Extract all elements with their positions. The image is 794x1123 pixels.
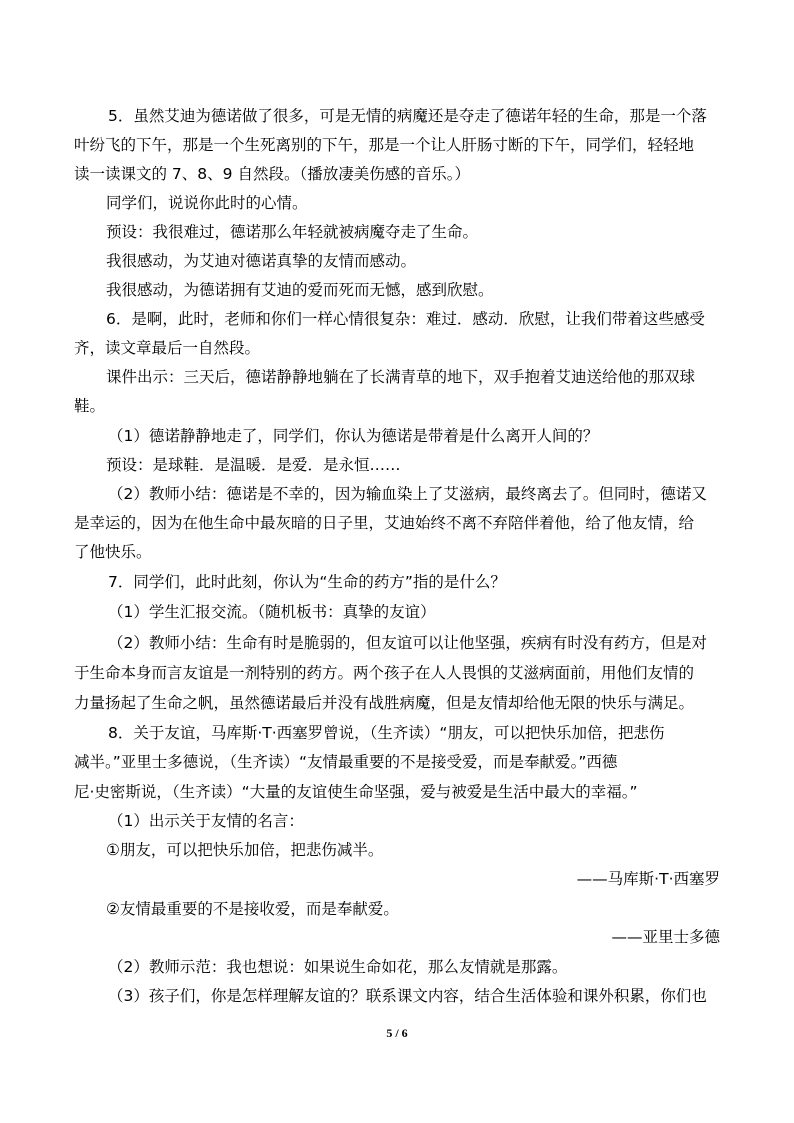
line-text: 鞋。: [74, 397, 106, 415]
paragraph-line: [0, 217, 794, 247]
line-text: ——马库斯·T·西塞罗: [576, 870, 720, 888]
paragraph-line: [0, 658, 794, 688]
paragraph-line: [0, 688, 794, 718]
paragraph-line: [0, 421, 794, 451]
line-text: 力量扬起了生命之帆，虽然德诺最后并没有战胜病魔，但是友情却给他无限的快乐与满足。: [74, 694, 695, 712]
paragraph-line: [0, 747, 794, 777]
line-text: （2）教师示范：我也想说：如果说生命如花，那么友情就是那露。: [108, 958, 568, 976]
paragraph-line: [0, 304, 794, 334]
quote-attribution: [0, 864, 794, 894]
paragraph-line: [0, 952, 794, 982]
line-text: ——亚里士多德: [611, 928, 720, 946]
paragraph-line: [0, 246, 794, 276]
line-text: （2）教师小结：生命有时是脆弱的，但友谊可以让他坚强，疾病有时没有药方，但是对: [108, 634, 707, 652]
line-text: 同学们，说说你此时的心情。: [106, 194, 308, 212]
paragraph-line: [0, 159, 794, 189]
line-text: 5．虽然艾迪为德诺做了很多，可是无情的病魔还是夺走了德诺年轻的生命，那是一个落: [108, 107, 707, 125]
paragraph-line: [0, 101, 794, 131]
paragraph-line: [0, 567, 794, 597]
paragraph-line: [0, 275, 794, 305]
line-text: 我很感动，为艾迪对德诺真挚的友情而感动。: [106, 252, 417, 270]
line-text: （1）德诺静静地走了，同学们，你认为德诺是带着是什么离开人间的？: [108, 427, 599, 445]
line-text: （2）教师小结：德诺是不幸的，因为输血染上了艾滋病，最终离去了。但同时，德诺又: [108, 485, 707, 503]
line-text: 减半。”亚里士多德说，（生齐读）“友情最重要的不是接受爱，而是奉献爱。”西德: [74, 753, 618, 771]
quote-line: [0, 835, 794, 865]
paragraph-line: [0, 718, 794, 748]
line-text: 预设：我很难过，德诺那么年轻就被病魔夺走了生命。: [106, 223, 479, 241]
line-text: 7．同学们，此时此刻，你认为“生命的药方”指的是什么？: [108, 573, 506, 591]
paragraph-line: [0, 362, 794, 392]
line-text: 预设：是球鞋．是温暖．是爱．是永恒……: [106, 456, 401, 474]
line-text: 了他快乐。: [74, 543, 152, 561]
paragraph-line: [0, 537, 794, 567]
line-text: 6．是啊，此时，老师和你们一样心情很复杂：难过．感动．欣慰，让我们带着这些感受: [106, 310, 705, 328]
paragraph-line: [0, 508, 794, 538]
paragraph-line: [0, 597, 794, 627]
quote-line: [0, 894, 794, 924]
paragraph-line: [0, 981, 794, 1011]
line-text: 8．关于友谊，马库斯·T·西塞罗曾说，（生齐读）“朋友，可以把快乐加倍，把悲伤: [108, 724, 665, 742]
line-text: 于生命本身而言友谊是一剂特别的药方。两个孩子在人人畏惧的艾滋病面前，用他们友情的: [74, 664, 695, 682]
line-text: 尼·史密斯说，（生齐读）“大量的友谊使生命坚强，爱与被爱是生活中最大的幸福。”: [74, 783, 638, 801]
line-text: （1）出示关于友情的名言：: [108, 812, 304, 830]
line-text: 读一读课文的 7、8、9 自然段。（播放凄美伤感的音乐。）: [74, 165, 470, 183]
quote-attribution: [0, 922, 794, 952]
line-text: ②友情最重要的不是接收爱，而是奉献爱。: [106, 900, 399, 918]
paragraph-line: [0, 479, 794, 509]
line-text: （1）学生汇报交流。（随机板书：真挚的友谊）: [108, 603, 436, 621]
paragraph-line: [0, 628, 794, 658]
line-text: ①朋友，可以把快乐加倍，把悲伤减半。: [106, 841, 384, 859]
paragraph-line: [0, 188, 794, 218]
line-text: 是幸运的，因为在他生命中最灰暗的日子里，艾迪始终不离不弃陪伴着他，给了他友情，给: [74, 514, 695, 532]
paragraph-line: [0, 333, 794, 363]
page-number: 5 / 6: [386, 1026, 408, 1040]
paragraph-line: [0, 130, 794, 160]
paragraph-line: [0, 391, 794, 421]
line-text: （3）孩子们，你是怎样理解友谊的？联系课文内容，结合生活体验和课外积累，你们也: [108, 987, 707, 1005]
line-text: 课件出示：三天后，德诺静静地躺在了长满青草的地下，双手抱着艾迪送给他的那双球: [106, 368, 696, 386]
line-text: 叶纷飞的下午，那是一个生死离别的下午，那是一个让人肝肠寸断的下午，同学们，轻轻地: [74, 136, 695, 154]
paragraph-line: [0, 806, 794, 836]
line-text: 我很感动，为德诺拥有艾迪的爱而死而无憾，感到欣慰。: [106, 281, 494, 299]
line-text: 齐，读文章最后一自然段。: [74, 339, 261, 357]
paragraph-line: [0, 450, 794, 480]
paragraph-line: [0, 777, 794, 807]
